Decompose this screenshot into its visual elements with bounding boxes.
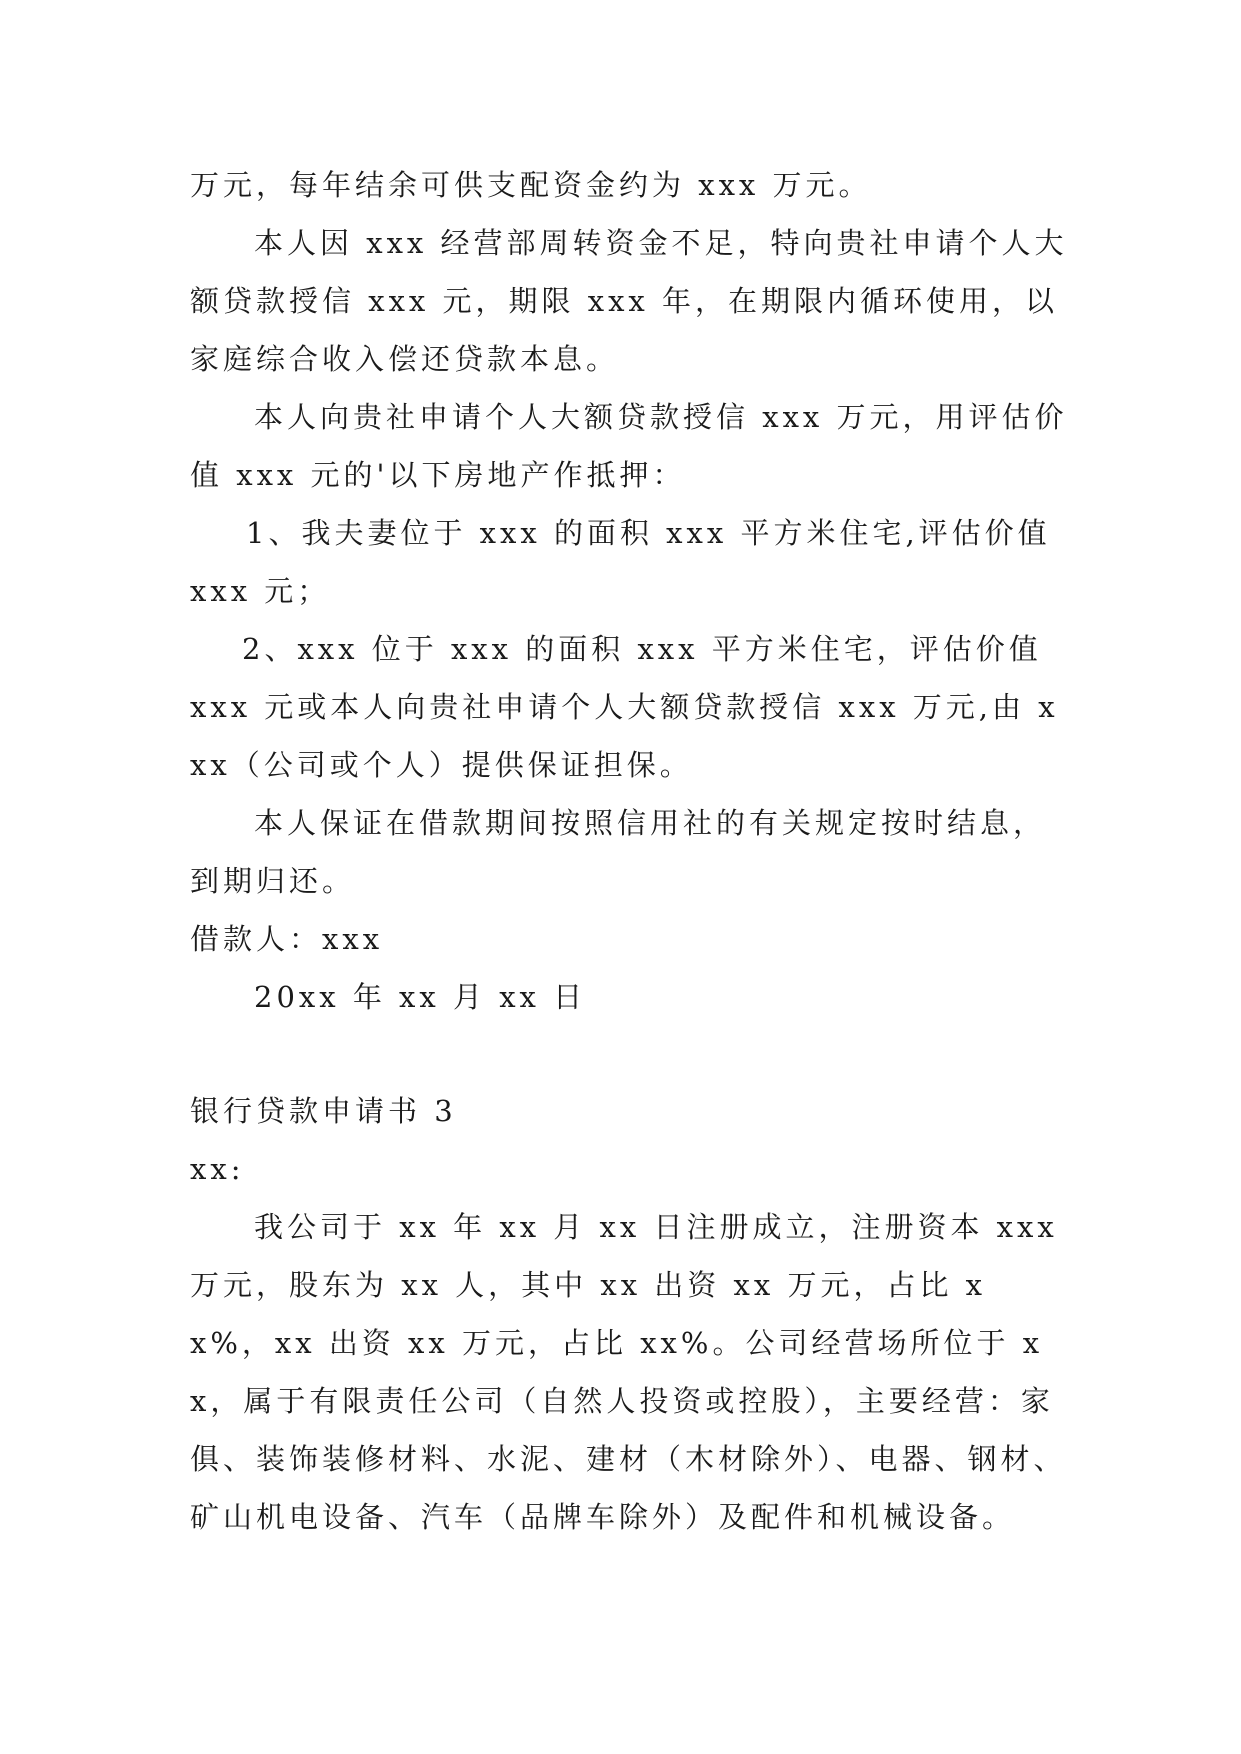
paragraph-collateral-item-1: 1、我夫妻位于 xxx 的面积 xxx 平方米住宅,评估价值 xxx 元； xyxy=(190,516,1051,608)
date-line: 20xx 年 xx 月 xx 日 xyxy=(254,980,587,1014)
paragraph-collateral-intro: 本人向贵社申请个人大额贷款授信 xxx 万元，用评估价值 xxx 元的'以下房地产作抵押： xyxy=(190,400,1068,492)
paragraph-collateral-item-2: 2、xxx 位于 xxx 的面积 xxx 平方米住宅，评估价值 xxx 元或本人向贵社申请个人大额贷款授信 xxx 万元,由 xxx（公司或个人）提供保证担保。 xyxy=(190,632,1059,782)
salutation: xx: xyxy=(190,1152,245,1186)
paragraph-company-intro: 我公司于 xx 年 xx 月 xx 日注册成立，注册资本 xxx 万元，股东为 xx 人，其中 xx 出资 xx 万元，占比 xx%，xx 出资 xx 万元，占比 xx%。公司经营场所位于 xx，属于有限责任公司（自然人投资或控股），主要经营：家俱、装饰装修材料、水泥、建材（木材除外）、电器、钢材、矿山机电设备、汽车（品牌车除外）及配件和机械设备。 xyxy=(190,1210,1067,1534)
section-title: 银行贷款申请书 3 xyxy=(190,1094,457,1128)
borrower-line: 借款人：xxx xyxy=(190,922,384,956)
document-body xyxy=(190,156,1070,1546)
paragraph-loan-reason: 本人因 xxx 经营部周转资金不足，特向贵社申请个人大额贷款授信 xxx 元，期限 xxx 年，在期限内循环使用，以家庭综合收入偿还贷款本息。 xyxy=(190,226,1068,376)
paragraph-guarantee: 本人保证在借款期间按照信用社的有关规定按时结息，到期归还。 xyxy=(190,806,1047,898)
paragraph-continuation: 万元，每年结余可供支配资金约为 xxx 万元。 xyxy=(190,168,872,202)
